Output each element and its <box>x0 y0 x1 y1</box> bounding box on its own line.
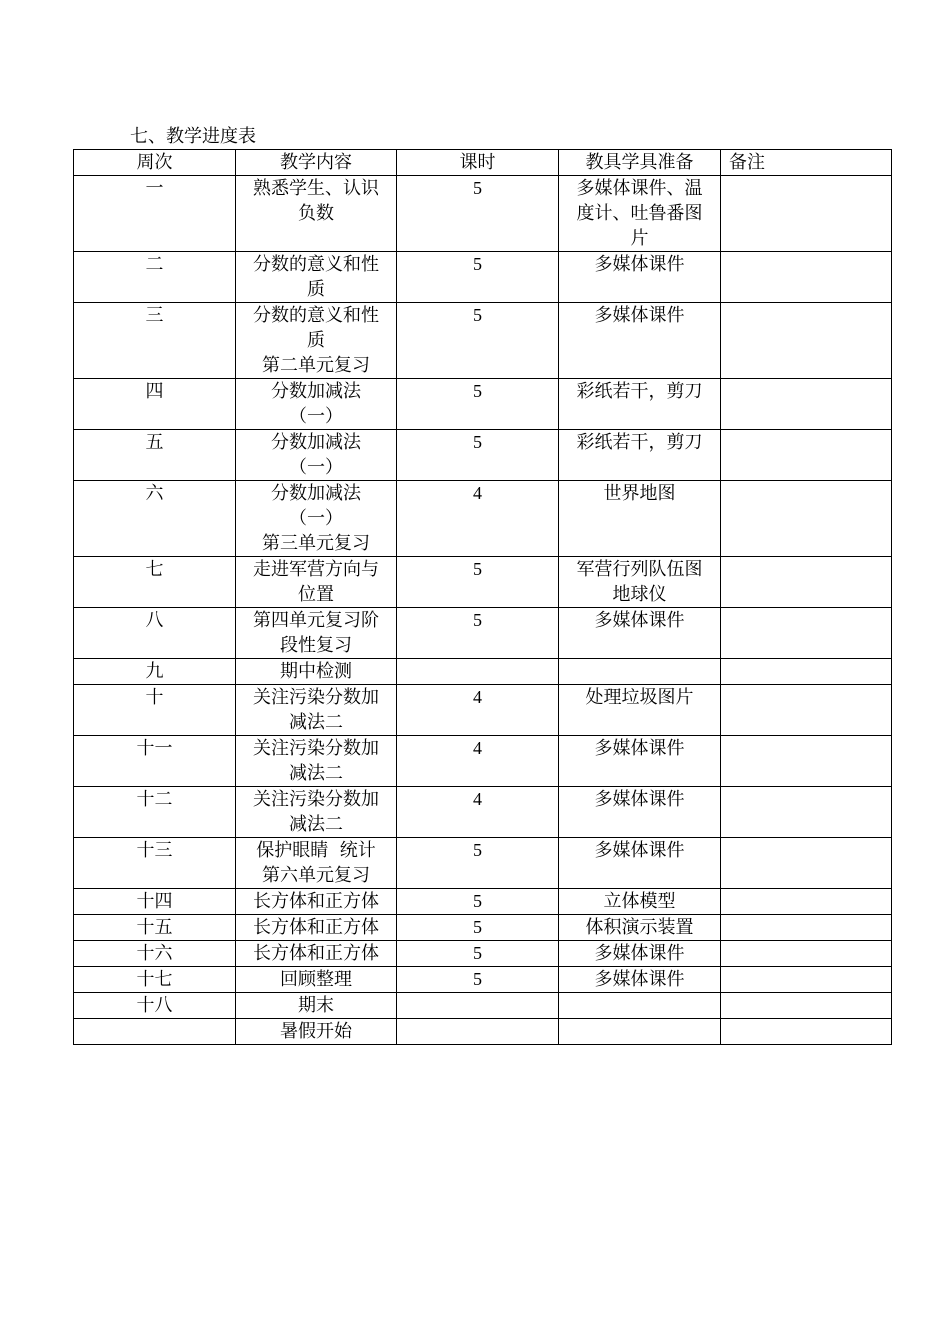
table-row <box>74 889 892 915</box>
hours-cell: 4 <box>397 736 559 787</box>
content-cell <box>236 557 397 608</box>
hours-cell: 5 <box>397 379 559 430</box>
content-line: 长方体和正方体 <box>253 891 379 912</box>
content-cell <box>236 379 397 430</box>
note-cell <box>721 659 892 685</box>
header-content: 教学内容 <box>236 150 397 176</box>
content-line: 分数的意义和性 <box>253 305 379 326</box>
content-line: 第二单元复习 <box>262 355 370 376</box>
content-cell <box>236 736 397 787</box>
schedule-body <box>74 176 892 1045</box>
week-cell <box>74 1019 236 1045</box>
content-line: 第四单元复习阶 <box>253 610 379 631</box>
week-cell: 八 <box>74 608 236 659</box>
note-cell <box>721 838 892 889</box>
content-cell <box>236 685 397 736</box>
materials-cell <box>559 838 721 889</box>
hours-cell: 5 <box>397 967 559 993</box>
week-cell: 九 <box>74 659 236 685</box>
hours-cell: 4 <box>397 685 559 736</box>
table-row <box>74 993 892 1019</box>
week-cell: 二 <box>74 252 236 303</box>
week-cell: 十二 <box>74 787 236 838</box>
hours-cell: 5 <box>397 889 559 915</box>
table-row <box>74 659 892 685</box>
hours-cell: 5 <box>397 915 559 941</box>
hours-cell: 5 <box>397 430 559 481</box>
table-row <box>74 838 892 889</box>
week-cell: 十 <box>74 685 236 736</box>
note-cell <box>721 787 892 838</box>
content-line: 第六单元复习 <box>262 865 370 886</box>
content-cell <box>236 1019 397 1045</box>
header-materials: 教具学具准备 <box>559 150 721 176</box>
content-line: 期末 <box>298 995 334 1016</box>
content-cell <box>236 993 397 1019</box>
content-line: 走进军营方向与 <box>253 559 379 580</box>
content-cell <box>236 303 397 379</box>
note-cell <box>721 736 892 787</box>
materials-line: 片 <box>630 228 649 249</box>
week-cell: 十六 <box>74 941 236 967</box>
table-row <box>74 481 892 557</box>
materials-cell <box>559 1019 721 1045</box>
hours-cell <box>397 993 559 1019</box>
table-row <box>74 557 892 608</box>
hours-cell: 4 <box>397 481 559 557</box>
materials-cell <box>559 303 721 379</box>
content-line: 回顾整理 <box>280 969 352 990</box>
note-cell <box>721 379 892 430</box>
materials-cell <box>559 252 721 303</box>
hours-cell: 5 <box>397 838 559 889</box>
content-cell <box>236 838 397 889</box>
content-cell <box>236 608 397 659</box>
content-line: 关注污染分数加 <box>253 789 379 810</box>
content-line: 关注污染分数加 <box>253 687 379 708</box>
week-cell: 一 <box>74 176 236 252</box>
note-cell <box>721 430 892 481</box>
materials-cell <box>559 889 721 915</box>
content-line: 第三单元复习 <box>262 533 370 554</box>
materials-line: 多媒体课件 <box>594 943 685 964</box>
materials-cell <box>559 557 721 608</box>
table-row <box>74 736 892 787</box>
materials-cell <box>559 430 721 481</box>
hours-cell: 5 <box>397 252 559 303</box>
note-cell <box>721 915 892 941</box>
content-line: 长方体和正方体 <box>253 943 379 964</box>
table-row <box>74 379 892 430</box>
table-row <box>74 176 892 252</box>
materials-cell <box>559 608 721 659</box>
hours-cell: 5 <box>397 303 559 379</box>
content-line: 分数加减法 <box>271 381 361 402</box>
week-cell: 十七 <box>74 967 236 993</box>
materials-line: 处理垃圾图片 <box>585 687 694 708</box>
materials-line: 多媒体课件 <box>594 969 685 990</box>
table-row <box>74 685 892 736</box>
hours-cell <box>397 659 559 685</box>
content-line: 长方体和正方体 <box>253 917 379 938</box>
hours-cell: 5 <box>397 176 559 252</box>
materials-line: 地球仪 <box>612 584 667 605</box>
materials-cell <box>559 787 721 838</box>
note-cell <box>721 941 892 967</box>
materials-line: 度计、吐鲁番图 <box>576 203 703 224</box>
materials-line: 彩纸若干，剪刀 <box>576 381 703 402</box>
materials-cell <box>559 481 721 557</box>
content-line: （一） <box>289 508 343 529</box>
header-row <box>74 150 892 176</box>
note-cell <box>721 176 892 252</box>
materials-line: 多媒体课件 <box>594 305 685 326</box>
content-line: 关注污染分数加 <box>253 738 379 759</box>
content-line: 暑假开始 <box>280 1021 352 1042</box>
materials-line: 军营行列队伍图 <box>576 559 703 580</box>
materials-cell <box>559 659 721 685</box>
materials-cell <box>559 685 721 736</box>
materials-cell <box>559 915 721 941</box>
week-cell: 四 <box>74 379 236 430</box>
week-cell: 十八 <box>74 993 236 1019</box>
materials-cell <box>559 967 721 993</box>
materials-line: 立体模型 <box>603 891 676 912</box>
note-cell <box>721 889 892 915</box>
content-line: 减法二 <box>289 763 343 784</box>
header-hours: 课时 <box>397 150 559 176</box>
table-row <box>74 303 892 379</box>
content-cell <box>236 941 397 967</box>
content-cell <box>236 430 397 481</box>
content-line: 质 <box>307 330 325 351</box>
content-line: 熟悉学生、认识 <box>253 178 379 199</box>
content-line: 减法二 <box>289 814 343 835</box>
hours-cell: 4 <box>397 787 559 838</box>
content-cell <box>236 659 397 685</box>
hours-cell <box>397 1019 559 1045</box>
note-cell <box>721 252 892 303</box>
materials-line: 多媒体课件 <box>594 610 685 631</box>
table-row <box>74 430 892 481</box>
hours-cell: 5 <box>397 941 559 967</box>
content-cell <box>236 915 397 941</box>
content-line: 段性复习 <box>280 635 352 656</box>
week-cell: 十五 <box>74 915 236 941</box>
content-line: 保护眼睛 统计 <box>256 840 376 861</box>
note-cell <box>721 557 892 608</box>
content-cell <box>236 889 397 915</box>
content-cell <box>236 481 397 557</box>
materials-cell <box>559 736 721 787</box>
materials-line: 体积演示装置 <box>585 917 694 938</box>
table-row <box>74 915 892 941</box>
note-cell <box>721 993 892 1019</box>
week-cell: 三 <box>74 303 236 379</box>
week-cell: 五 <box>74 430 236 481</box>
document-title: 七、教学进度表 <box>130 126 256 147</box>
materials-cell <box>559 941 721 967</box>
table-row <box>74 787 892 838</box>
content-cell <box>236 787 397 838</box>
materials-cell <box>559 993 721 1019</box>
week-cell: 十三 <box>74 838 236 889</box>
content-cell <box>236 176 397 252</box>
materials-line: 彩纸若干，剪刀 <box>576 432 703 453</box>
content-cell <box>236 967 397 993</box>
content-line: （一） <box>289 457 343 478</box>
content-line: 期中检测 <box>280 661 352 682</box>
week-cell: 七 <box>74 557 236 608</box>
table-row <box>74 252 892 303</box>
week-cell: 十四 <box>74 889 236 915</box>
schedule-table <box>73 149 892 1045</box>
materials-line: 多媒体课件 <box>594 254 685 275</box>
content-line: 分数加减法 <box>271 483 361 504</box>
table-row <box>74 608 892 659</box>
note-cell <box>721 608 892 659</box>
week-cell: 十一 <box>74 736 236 787</box>
materials-line: 世界地图 <box>603 483 676 504</box>
table-row <box>74 967 892 993</box>
header-week: 周次 <box>74 150 236 176</box>
content-line: 减法二 <box>289 712 343 733</box>
content-cell <box>236 252 397 303</box>
header-note: 备注 <box>721 150 892 176</box>
hours-cell: 5 <box>397 557 559 608</box>
note-cell <box>721 1019 892 1045</box>
materials-line: 多媒体课件、温 <box>576 178 703 199</box>
table-row <box>74 1019 892 1045</box>
week-cell: 六 <box>74 481 236 557</box>
note-cell <box>721 303 892 379</box>
table-row <box>74 941 892 967</box>
content-line: 负数 <box>298 203 334 224</box>
content-line: 质 <box>307 279 325 300</box>
note-cell <box>721 685 892 736</box>
note-cell <box>721 481 892 557</box>
content-line: （一） <box>289 406 343 427</box>
materials-line: 多媒体课件 <box>594 789 685 810</box>
materials-line: 多媒体课件 <box>594 840 685 861</box>
hours-cell: 5 <box>397 608 559 659</box>
materials-cell <box>559 176 721 252</box>
materials-line: 多媒体课件 <box>594 738 685 759</box>
materials-cell <box>559 379 721 430</box>
note-cell <box>721 967 892 993</box>
content-line: 分数加减法 <box>271 432 361 453</box>
content-line: 分数的意义和性 <box>253 254 379 275</box>
content-line: 位置 <box>298 584 334 605</box>
